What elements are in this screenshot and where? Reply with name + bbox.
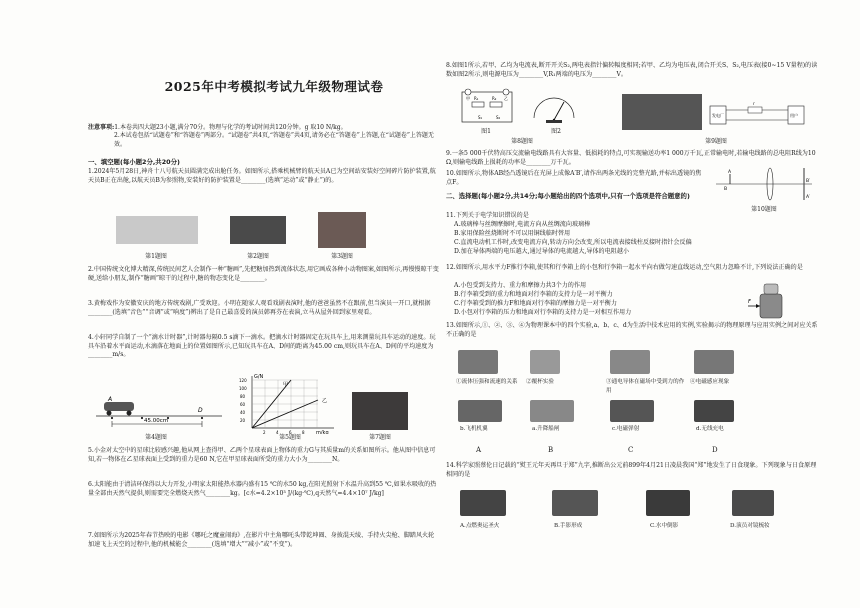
figure-9-diagram xyxy=(708,96,808,132)
figure-5-series-jia: 甲 xyxy=(283,382,289,388)
figure-5-ytick-2: 60 xyxy=(240,402,246,407)
q14-option-b-image xyxy=(552,490,598,516)
figure-9-photo xyxy=(622,94,702,130)
figure-3-photo xyxy=(318,212,366,248)
figure-4-caption: 第4题图 xyxy=(145,434,167,441)
figure-9-caption: 第9题图 xyxy=(705,138,727,145)
q13-app-b-image xyxy=(458,400,502,422)
figure-10-lens-diagram xyxy=(714,164,814,204)
question-12-option-c[interactable]: C.行李箱受到的推力F和地面对行李箱的摩擦力是一对平衡力 xyxy=(454,300,617,307)
figure-10-a2: A′ xyxy=(806,195,811,200)
question-12-option-a[interactable]: A.小包受到支持力、重力和摩擦力共3个力的作用 xyxy=(454,282,587,289)
figure-8-s2: S₂ xyxy=(496,115,501,120)
q13-experiment-2-caption: ②覆杯实验 xyxy=(526,379,554,385)
figure-9-sender: 发电厂 xyxy=(712,113,724,118)
question-8: 8.如图1所示,若甲、乙均为电流表,断开开关S₂,两电表指针偏转幅度相同;若甲、乙均为电压表,闭合开关S、S₂,电压表(接0~15 V量程)的读数如图2所示,则电源电压为________V,R₁两端的电压为________V。 xyxy=(446,62,818,78)
bag-icon xyxy=(764,284,778,294)
notice-label: 注意事项: xyxy=(88,124,115,131)
figure-3-caption: 第3题图 xyxy=(331,253,353,260)
figure-5-xtick-0: 2 xyxy=(263,430,266,434)
question-5: 5.小金对太空中的星球比较感兴趣,他从网上查得甲、乙两个星球表面上物体的重力G与其质量m的关系如图所示。他从图中信息可知,若一物体在乙星球表面上受到的重力是60 N,它在甲星球表面所受的重力大小为________N。 xyxy=(88,447,436,463)
q13-option-d[interactable]: D xyxy=(712,446,718,454)
q13-app-d-image xyxy=(694,400,734,422)
suitcase-icon xyxy=(760,294,782,318)
figure-5-ylabel: G/N xyxy=(254,374,264,380)
figure-8-yi: 乙 xyxy=(504,96,508,101)
q13-experiment-1-caption: ①流体压强和流速的关系 xyxy=(456,379,518,385)
figure-5-xlabel: m/kg xyxy=(316,430,329,434)
question-11-option-a[interactable]: A.玻璃棒与丝绸摩擦时,电流方向从丝绸流向玻璃棒 xyxy=(454,221,591,228)
q13-app-a-image xyxy=(530,400,574,422)
question-9: 9.一条5 000千伏特高压交流输电线路具有大容量、低损耗的特点,可实现输送功率1 000万千瓦,正常输电时,若输电线路的总电阻R线为10 Ω,则输电线路上损耗的功率是________万千瓦。 xyxy=(446,150,816,166)
question-3: 3.黄梅戏作为安徽安庆的地方传统戏剧,广受欢迎。小明在随家人观看戏剧表演时,他的爸爸虽然不在跟前,但当演员一开口,就根据________(选填“音色”“音调”或“响度”)辨出了是自己最喜爱的演员韩再芬在表演,立马从屋外回到家里观看。 xyxy=(88,300,431,316)
q14-option-a[interactable]: A.点燃奥运圣火 xyxy=(460,523,500,529)
q14-option-d-image xyxy=(732,490,774,516)
figure-1-photo xyxy=(116,216,198,244)
question-14-stem: 14.科学家照蔡伦日记载的“熨王元年天再旦于郑”九字,推断出公元前899年4月21日凌晨我国“郑”地发生了日食现象。下列现象与日食原理相同的是 xyxy=(446,462,817,478)
question-2: 2.中国传统文化博大精深,传统民间艺人会制作一种“糖画”,先把糖加热到流体状态,用它画成各种小动物图案,如图所示,再慢慢晾干变硬,送给小朋友,制作“糖画”晾干的过程中,糖的物态变化是________。 xyxy=(88,266,439,282)
q13-experiment-3-caption: ③通电导体在磁场中受到力的作用 xyxy=(606,379,685,394)
q13-experiment-2-image xyxy=(530,350,560,374)
figure-10-a: A xyxy=(728,170,732,175)
figure-9-r: r xyxy=(753,101,755,106)
question-11-option-c[interactable]: C.直流电动机工作时,改变电流方向,转动方向会改变,所以电流表接线柱反接时指针会反偏 xyxy=(454,239,692,246)
figure-10-caption: 第10题图 xyxy=(751,206,777,213)
q14-option-b[interactable]: B.手影形成 xyxy=(554,523,583,529)
figure-9-user: 用户 xyxy=(790,113,798,118)
q14-option-c-image xyxy=(646,490,690,516)
figure-2-photo xyxy=(230,216,286,244)
q13-app-c-caption: c.电磁弹射 xyxy=(612,426,640,432)
q13-app-c-image xyxy=(610,400,654,422)
q13-experiment-3-image xyxy=(610,350,650,374)
question-7: 7.如图所示为2025年春节热映的电影《哪吒之魔童闹海》,在影片中主角哪吒头带乾坤圈、身披混天绫、手持火尖枪、脚踏风火轮加速飞上天空的过程中,他的机械能会________(选填“增大”“减小”或“不变”)。 xyxy=(88,532,435,548)
figure-8-r2: R₂ xyxy=(492,96,497,101)
q14-option-c[interactable]: C.水中倒影 xyxy=(650,523,679,529)
question-13-stem: 13.如图所示,①、②、③、④为物理课本中的四个实验,a、b、c、d为生活中技术应用的实例,实验揭示的物理原理与应用实例之间对应关系不正确的是 xyxy=(446,322,818,338)
q13-option-a[interactable]: A xyxy=(476,446,482,454)
figure-5-xtick-3: 8 xyxy=(302,430,305,434)
figure-5-graph xyxy=(238,372,338,434)
figure-5-ytick-3: 80 xyxy=(240,394,246,399)
figure-4-point-d: D xyxy=(198,407,203,414)
figure-8-caption: 第8题图 xyxy=(511,138,533,145)
figure-5-ytick-1: 40 xyxy=(240,410,246,415)
toy-car-icon xyxy=(104,402,134,411)
figure-8-r1: R₁ xyxy=(474,96,479,101)
q13-app-d-caption: d.无线充电 xyxy=(696,426,724,432)
question-12-stem: 12.如图所示,用水平力F推行李箱,使其和行李箱上的小包和行李箱一起水平向右做匀速直线运动,空气阻力忽略不计,下列说法正确的是 xyxy=(446,264,803,271)
figure-7-photo xyxy=(352,392,408,430)
q13-experiment-1-image xyxy=(458,350,498,374)
section1-heading: 一、填空题(每小题2分,共20分) xyxy=(88,158,180,166)
figure-5-ytick-5: 120 xyxy=(239,378,247,383)
figure-5-ytick-0: 20 xyxy=(240,418,246,423)
question-4: 4.小轩同学自制了一个“滴水计时器”,计时器每隔0.5 s滴下一滴水。把滴水计时器固定在玩具车上,用来测量玩具车运动的速度。玩具车沿着水平面运动,水滴落在地面上的位置如图所示,已知玩具车在A、D间的距离为45.00 cm,则玩具车在A、D间的平均速度为________m/s。 xyxy=(88,334,436,359)
figure-8-fig2-caption: 图2 xyxy=(551,128,561,135)
q14-option-d[interactable]: D.演员对镜梳妆 xyxy=(730,523,770,529)
figure-7-caption: 第7题图 xyxy=(369,434,391,441)
q14-option-a-image xyxy=(460,490,506,516)
figure-5-xtick-1: 4 xyxy=(276,430,279,434)
figure-5-series-yi: 乙 xyxy=(322,398,328,404)
svg-text:F: F xyxy=(748,299,751,305)
figure-8-s1: S₁ xyxy=(478,115,483,120)
notice-line1: 1.本卷共四大题23小题,满分70分。物理与化学的考试时间共120分钟。g 取10 N/kg。 xyxy=(114,124,347,131)
figure-5-xtick-2: 6 xyxy=(289,430,292,434)
q13-experiment-4-caption: ④电磁感应现象 xyxy=(690,379,730,385)
figure-8-fig1-caption: 图1 xyxy=(481,128,491,135)
figure-4-diagram xyxy=(94,380,224,430)
question-11-stem: 11.下列关于电学知识错误的是 xyxy=(446,212,529,219)
figure-12-luggage xyxy=(746,276,792,322)
question-1: 1.2024年5月28日,神舟十八号航天员圆满完成出舱任务。如图所示,搭乘机械臂的航天员A已为空间站安装好空间碎片防护装置,航天员B正在出舱,以航天员B为参照物,安装好的防护装置是________(选填“运动”或“静止”)的。 xyxy=(88,168,436,184)
q13-app-b-caption: b.飞机机翼 xyxy=(460,426,488,432)
figure-8-circuit xyxy=(458,88,516,126)
figure-4-point-a: A xyxy=(108,396,113,403)
figure-10-b: B xyxy=(724,187,728,192)
question-10: 10.如图所示,物体AB经凸透镜后在光屏上成像A′B′,请作出两条光线的完整光路,并标出透镜的焦点F。 xyxy=(446,170,702,186)
q13-option-b[interactable]: B xyxy=(548,446,554,454)
figure-5-caption: 第5题图 xyxy=(279,434,301,441)
section2-heading: 二、选择题(每小题2分,共14分;每小题给出的四个选项中,只有一个选项是符合题意的) xyxy=(446,192,690,200)
question-12-option-b[interactable]: B.行李箱受到的重力和地面对行李箱的支持力是一对平衡力 xyxy=(454,291,613,298)
question-11-option-d[interactable]: D.加在导体两端的电压越大,通过导体的电流越大,导体的电阻越小 xyxy=(454,248,630,255)
notice-line2: 2.本试卷包括“试题卷”和“答题卷”两部分。“试题卷”共4页,“答题卷”共4页,请务必在“答题卷”上答题,在“试题卷”上答题无效。 xyxy=(114,132,434,148)
figure-8-jia: 甲 xyxy=(466,96,470,101)
question-11-option-b[interactable]: B.家用保险丝烧断时不可以用铜线临时替用 xyxy=(454,230,571,237)
q13-app-a-caption: a.升降船闸 xyxy=(532,426,560,432)
q13-experiment-4-image xyxy=(694,350,734,374)
question-6: 6.太阳能由于清洁环保得以大力开发,小明家太阳能热水器内盛有15 ℃的水50 kg,在阳光照射下水温升高到55 ℃,如果水吸收的热量全部由天然气提供,则需要完全燃烧天然气________kg。[c水=4.2×10³ J/(kg·℃),q天然气=4.4×10⁷ J/kg] xyxy=(88,481,437,497)
figure-8-voltmeter xyxy=(530,92,578,124)
notice-block xyxy=(88,124,440,149)
exam-title: 2025年中考模拟考试九年级物理试卷 xyxy=(164,79,384,94)
figure-10-b2: B′ xyxy=(806,179,811,184)
figure-4-distance: 45.00cm xyxy=(144,418,169,424)
figure-1-caption: 第1题图 xyxy=(145,253,167,260)
question-12-option-d[interactable]: D.小包对行李箱的压力和地面对行李箱的支持力是一对相互作用力 xyxy=(454,309,632,316)
figure-2-caption: 第2题图 xyxy=(247,253,269,260)
figure-5-ytick-4: 100 xyxy=(239,386,247,391)
q13-option-c[interactable]: C xyxy=(628,446,634,454)
